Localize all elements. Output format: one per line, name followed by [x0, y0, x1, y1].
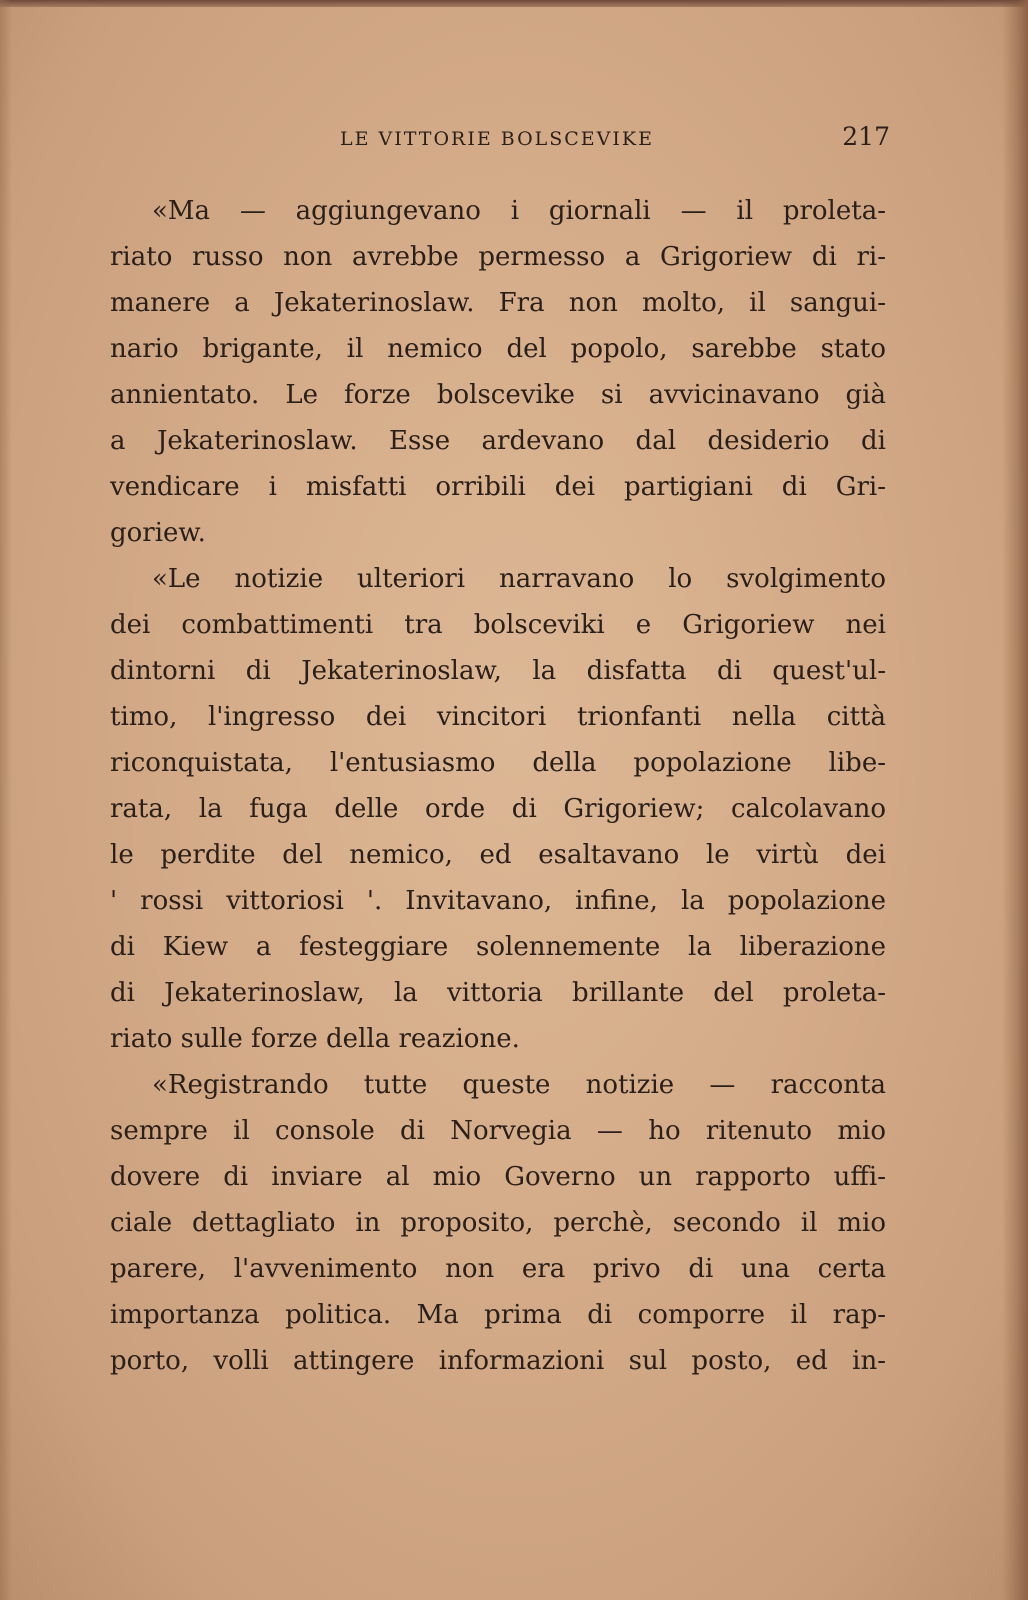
text-line: ciale dettagliato in proposito, perchè, secondo il mio	[110, 1208, 886, 1238]
text-line: «Ma — aggiungevano i giornali — il proleta-	[152, 196, 886, 226]
text-line: le perdite del nemico, ed esaltavano le virtù dei	[110, 840, 886, 870]
body-text	[110, 188, 886, 1384]
text-line: manere a Jekaterinoslaw. Fra non molto, il sangui-	[110, 288, 886, 318]
page-header	[110, 122, 890, 158]
text-line: di Kiew a festeggiare solennemente la liberazione	[110, 932, 886, 962]
text-line: nario brigante, il nemico del popolo, sarebbe stato	[110, 334, 886, 364]
text-line: dintorni di Jekaterinoslaw, la disfatta di quest'ul-	[110, 656, 886, 686]
text-line: a Jekaterinoslaw. Esse ardevano dal desiderio di	[110, 426, 886, 456]
text-line: parere, l'avvenimento non era privo di una certa	[110, 1254, 886, 1284]
text-line: dovere di inviare al mio Governo un rapporto uffi-	[110, 1162, 886, 1192]
page-top-edge	[0, 0, 1028, 7]
text-line: sempre il console di Norvegia — ho ritenuto mio	[110, 1116, 886, 1146]
text-line: importanza politica. Ma prima di comporre il rap-	[110, 1300, 886, 1330]
page-right-edge	[1002, 0, 1028, 1600]
text-line: annientato. Le forze bolscevike si avvicinavano già	[110, 380, 886, 410]
page-left-edge	[0, 0, 12, 1600]
text-line: ' rossi vittoriosi '. Invitavano, infine, la popolazione	[110, 886, 886, 916]
text-line: porto, volli attingere informazioni sul posto, ed in-	[110, 1346, 886, 1376]
text-line: di Jekaterinoslaw, la vittoria brillante del proleta-	[110, 978, 886, 1008]
text-line: timo, l'ingresso dei vincitori trionfanti nella città	[110, 702, 886, 732]
text-line: «Le notizie ulteriori narravano lo svolgimento	[152, 564, 886, 594]
text-line: riato russo non avrebbe permesso a Grigoriew di ri-	[110, 242, 886, 272]
page-number: 217	[842, 122, 890, 151]
running-head: LE VITTORIE BOLSCEVIKE	[340, 128, 654, 150]
text-line: vendicare i misfatti orribili dei partigiani di Gri-	[110, 472, 886, 502]
text-line: riconquistata, l'entusiasmo della popolazione libe-	[110, 748, 886, 778]
text-line: goriew.	[110, 518, 206, 548]
text-line: riato sulle forze della reazione.	[110, 1024, 520, 1054]
text-line: rata, la fuga delle orde di Grigoriew; calcolavano	[110, 794, 886, 824]
text-line: dei combattimenti tra bolsceviki e Grigoriew nei	[110, 610, 886, 640]
text-line: «Registrando tutte queste notizie — racconta	[152, 1070, 886, 1100]
